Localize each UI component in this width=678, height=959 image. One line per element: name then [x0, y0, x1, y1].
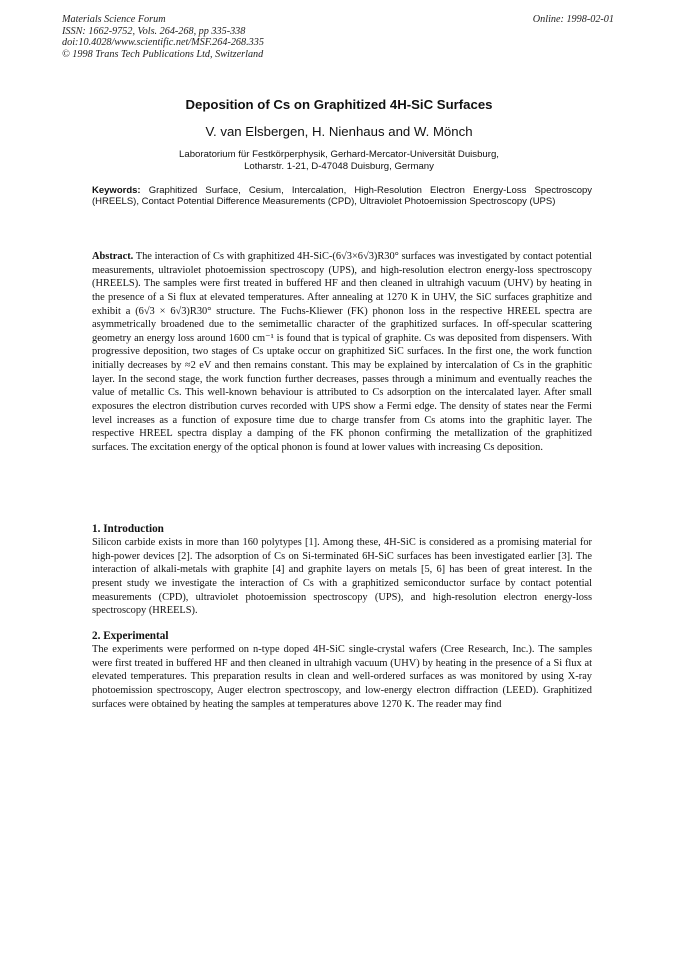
abstract-label: Abstract. [92, 251, 134, 262]
abstract-text: The interaction of Cs with graphitized 4H-SiC-(6√3×6√3)R30° surfaces was investigated by contact potential measurements, ultraviolet photoemission spectroscopy (UPS), and high-resolution electron energy-loss spectroscopy (HREELS). The samples were first treated in buffered HF and then cleaned in ultrahigh vacuum (UHV) by heating in the presence of a Si flux at elevated temperatures. After annealing at 1270 K in UHV, the SiC surfaces graphitize and exhibit a (6√3 × 6√3)R30° structure. The Fuchs-Kliewer (FK) phonon loss in the respective HREEL spectra are asymmetrically broadened due to the semimetallic character of the graphitized surfaces. In off-specular scattering geometry an energy loss around 1600 cm⁻¹ is found that is typical of graphite. Cs was deposited from dispensers. With progressive deposition, two stages of Cs uptake occur on graphitized SiC surfaces. In the first one, the work function initially decreases by ≈2 eV and then remains constant. This may be explained by intercalation of Cs in the graphitic layer. In the second stage, the work function further decreases, passes through a minimum and eventually reaches the value of metallic Cs. This well-known behaviour is attributed to Cs adsorption on the intercalated layer. After small exposures the electron distribution curves recorded with UPS show a Fermi edge. The density of states near the Fermi level increases as a function of exposure time due to charge transfer from Cs atoms into the graphitic layer. The respective HREEL spectra display a damping of the FK phonon confirming the metallization of the graphitized surfaces. The excitation energy of the optical phonon is found at lower values with increasing Cs deposition. [92, 251, 592, 453]
affiliation [0, 149, 678, 172]
experimental-text: The experiments were performed on n-type doped 4H-SiC single-crystal wafers (Cree Research, Inc.). The samples were first treated in buffered HF and then cleaned in ultrahigh vacuum (UHV) by heating in the presence of a Si flux at elevated temperatures. This preparation results in clean and well-ordered surfaces as was monitored by using X-ray photoemission spectroscopy, Auger electron spectroscopy, and low-energy electron diffraction (LEED). Graphitized surfaces were obtained by heating the samples at temperatures above 1270 K. The reader may find [92, 644, 592, 710]
affiliation-line: Lotharstr. 1-21, D-47048 Duisburg, Germany [244, 160, 434, 172]
copyright-line: © 1998 Trans Tech Publications Ltd, Switzerland [62, 48, 264, 60]
affiliation-line: Laboratorium für Festkörperphysik, Gerhard-Mercator-Universität Duisburg, [179, 149, 499, 160]
journal-name: Materials Science Forum [62, 14, 166, 25]
issn-line: ISSN: 1662-9752, Vols. 264-268, pp 335-338 [62, 25, 246, 37]
keywords-text: Graphitized Surface, Cesium, Intercalation, High-Resolution Electron Energy-Loss Spectroscopy (HREELS), Contact Potential Difference Measurements (CPD), Ultraviolet Photoemission Spectroscopy (UPS) [92, 185, 593, 208]
introduction-text: Silicon carbide exists in more than 160 polytypes [1]. Among these, 4H-SiC is considered as a promising material for high-power devices [2]. The adsorption of Cs on Si-terminated 6H-SiC surfaces has been investigated earlier [3]. The interaction of alkali-metals with graphite [4] and graphite layers on metals [5, 6] has been of great interest. In the present study we investigate the interaction of Cs with a graphitized semiconductor surface by contact potential measurements (CPD), ultraviolet photoemission spectroscopy (UPS), and high-resolution electron energy-loss spectroscopy (HREELS). [92, 537, 592, 617]
keywords-label: Keywords: [92, 185, 141, 196]
paper-title: Deposition of Cs on Graphitized 4H-SiC Surfaces [185, 97, 493, 112]
author-list: V. van Elsbergen, H. Nienhaus and W. Mönch [205, 124, 473, 139]
abstract [92, 250, 592, 454]
section-heading-introduction: 1. Introduction [92, 523, 164, 535]
online-date: Online: 1998-02-01 [532, 14, 614, 25]
section-heading-experimental: 2. Experimental [92, 630, 169, 642]
doi-line: doi:10.4028/www.scientific.net/MSF.264-268.335 [62, 37, 264, 49]
publication-header [62, 14, 264, 60]
keywords-block [92, 185, 592, 207]
